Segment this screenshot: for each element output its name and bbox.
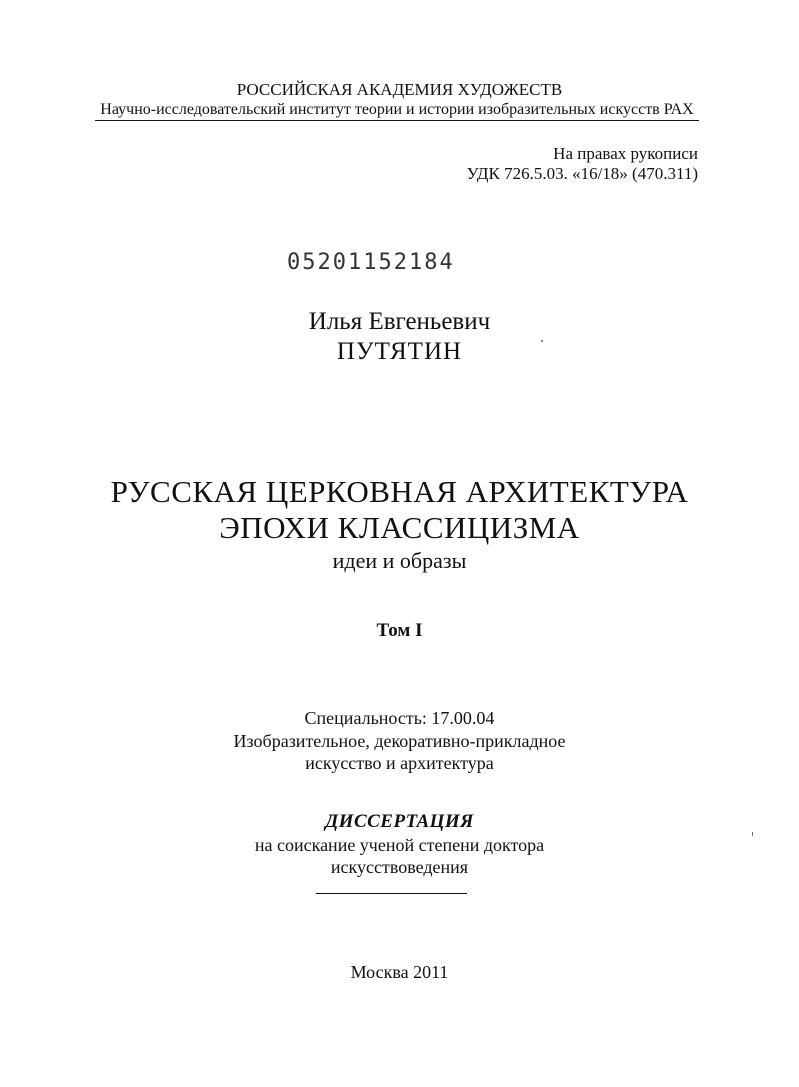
institute-name: Научно-исследовательский институт теории и истории изобразительных искусств РАХ bbox=[95, 101, 699, 121]
author-surname: ПУТЯТИН bbox=[336, 338, 463, 365]
subtitle: идеи и образы bbox=[332, 548, 467, 573]
signature-rule bbox=[316, 893, 467, 894]
author-first-names: Илья Евгеньевич bbox=[308, 308, 491, 335]
specialty-code: Специальность: 17.00.04 bbox=[304, 708, 495, 728]
volume-label: Том I bbox=[376, 620, 423, 641]
inventory-stamp-number: 05201152184 bbox=[287, 250, 455, 275]
udc-code: УДК 726.5.03. «16/18» (470.311) bbox=[466, 164, 698, 183]
degree-line-2: искусствоведения bbox=[330, 857, 469, 877]
city-year: Москва 2011 bbox=[350, 962, 449, 982]
specialty-name-line-1: Изобразительное, декоративно-прикладное bbox=[233, 731, 566, 751]
specialty-name-line-2: искусство и архитектура bbox=[305, 753, 494, 773]
document-type: ДИССЕРТАЦИЯ bbox=[325, 811, 474, 832]
scan-speck bbox=[541, 340, 543, 342]
title-line-1: РУССКАЯ ЦЕРКОВНАЯ АРХИТЕКТУРА bbox=[110, 474, 689, 509]
degree-line-1: на соискание ученой степени доктора bbox=[254, 835, 545, 855]
scan-speck bbox=[752, 832, 753, 836]
title-line-2: ЭПОХИ КЛАССИЦИЗМА bbox=[219, 510, 580, 545]
manuscript-note: На правах рукописи bbox=[553, 144, 698, 163]
organization-name: РОССИЙСКАЯ АКАДЕМИЯ ХУДОЖЕСТВ bbox=[236, 80, 563, 99]
